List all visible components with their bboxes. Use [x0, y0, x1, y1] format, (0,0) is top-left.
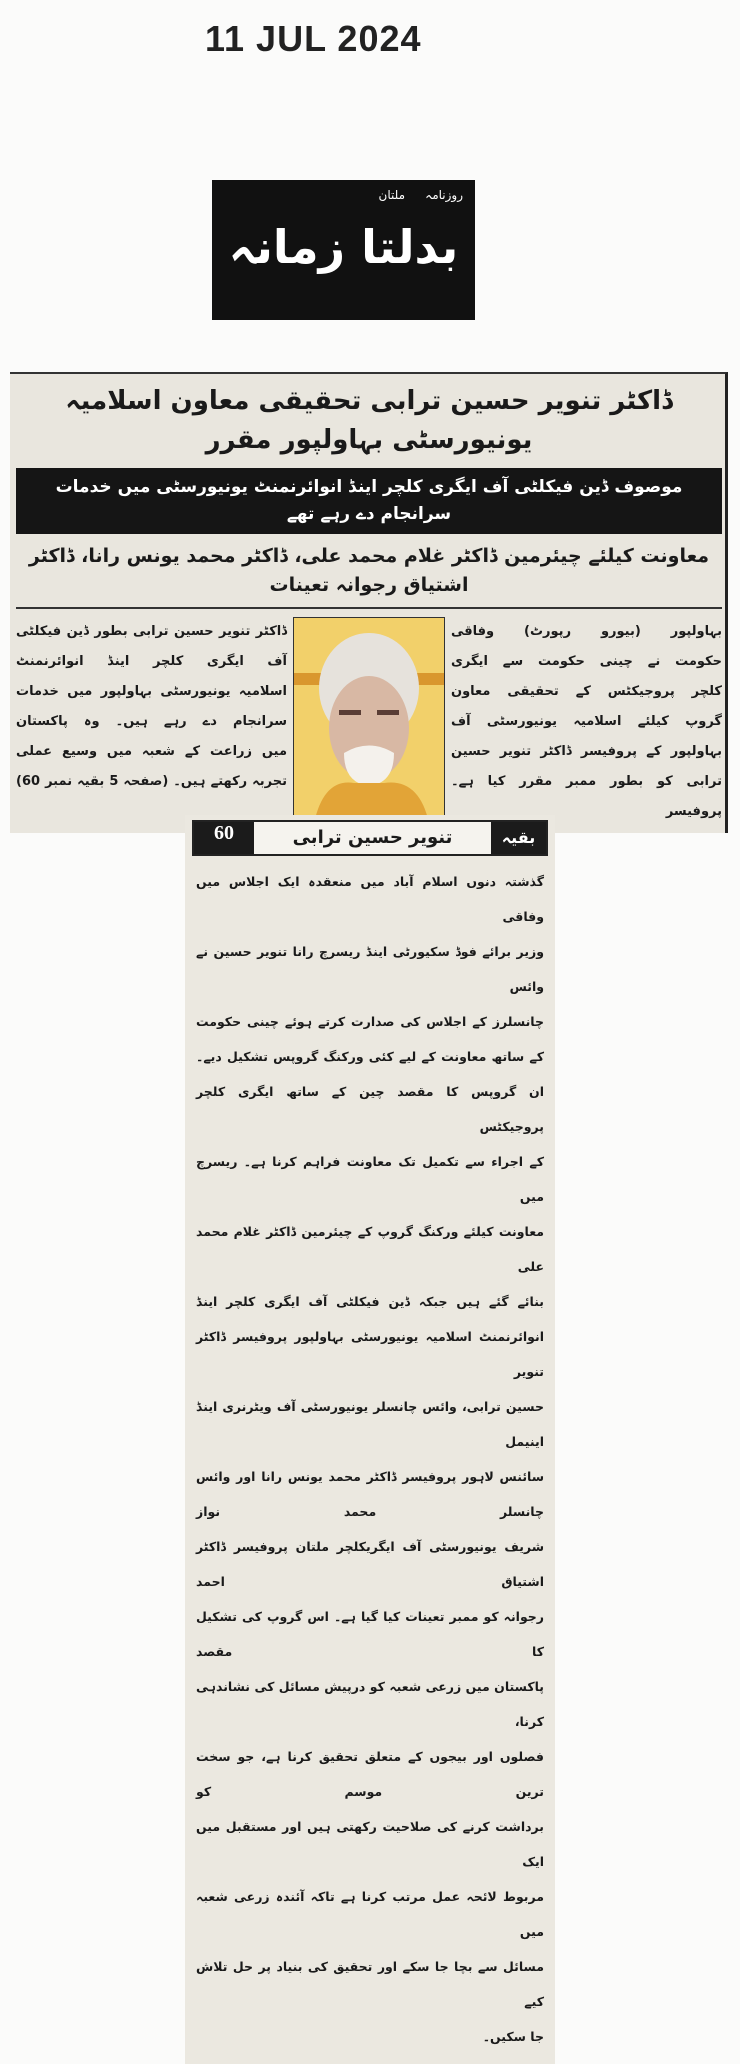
text-line: مسائل سے بچا جا سکے اور تحقیق کی بنیاد پر حل تلاش کیے [196, 1959, 544, 2009]
headline: ڈاکٹر تنویر حسین ترابی تحقیقی معاون اسلامیہ یونیورسٹی بہاولپور مقرر [65, 386, 673, 455]
continuation-box [185, 815, 555, 2064]
text-line: آف ایگری کلچر اینڈ انوائرنمنٹ [16, 654, 287, 670]
text-line: کے اجراء سے تکمیل تک معاونت فراہم کرنا ہے۔ ریسرچ میں [196, 1154, 544, 1204]
text-line: کے ساتھ معاونت کے لیے کئی ورکنگ گروپس تشکیل دیے۔ [196, 1049, 544, 1064]
text-line: برداشت کرنے کی صلاحیت رکھتی ہیں اور مستقبل میں ایک [196, 1819, 544, 1869]
text-line: فصلوں اور بیجوں کے متعلق تحقیق کرنا ہے، جو سخت ترین موسم کو [196, 1749, 544, 1799]
masthead-prefix: روزنامہ [425, 188, 463, 202]
continuation-header [192, 820, 548, 856]
text-line: انوائرنمنٹ اسلامیہ یونیورسٹی بہاولپور پروفیسر ڈاکٹر تنویر [196, 1329, 544, 1379]
article-box [10, 372, 728, 833]
masthead-city: ملتان [378, 188, 405, 202]
text-line: میں زراعت کے شعبہ میں وسیع عملی [16, 744, 287, 760]
right-column [451, 617, 722, 827]
continuation-tag: بقیہ [491, 822, 546, 854]
text-line: اسلامیہ یونیورسٹی بہاولپور میں خدمات [16, 684, 287, 700]
subheadline: معاونت کیلئے چیئرمین ڈاکٹر غلام محمد علی، ڈاکٹر محمد یونس رانا، ڈاکٹر اشتیاق رجوانہ تعینات [16, 534, 722, 609]
masthead-name: بدلتا زمانہ [228, 220, 459, 274]
text-line: شریف یونیورسٹی آف ایگریکلچر ملتان پروفیسر ڈاکٹر اشتیاق احمد [196, 1539, 544, 1589]
newspaper-masthead [212, 180, 475, 320]
text-line: ان گروپس کا مقصد چین کے ساتھ ایگری کلچر پروجیکٹس [196, 1084, 544, 1134]
text-line: سائنس لاہور پروفیسر ڈاکٹر محمد یونس رانا اور وائس چانسلر محمد نواز [196, 1469, 544, 1519]
text-line: گروپ کیلئے اسلامیہ یونیورسٹی آف [451, 714, 722, 730]
text-line: تجربہ رکھتے ہیں۔ (صفحہ 5 بقیہ نمبر 60) [16, 774, 288, 790]
article-columns [16, 617, 722, 827]
text-line: ترابی کو بطور ممبر مقرر کیا ہے۔ پروفیسر [451, 774, 722, 820]
text-line: مربوط لائحہ عمل مرتب کرنا ہے تاکہ آئندہ زرعی شعبہ میں [196, 1889, 544, 1939]
text-line: وزیر برائے فوڈ سکیورٹی اینڈ ریسرچ رانا تنویر حسین نے وائس [196, 944, 544, 994]
date-stamp: 11 JUL 2024 [205, 18, 422, 59]
text-line: حسین ترابی، وائس چانسلر یونیورسٹی آف ویٹرنری اینڈ اینیمل [196, 1399, 544, 1449]
text-line: جا سکیں۔ [482, 2029, 544, 2044]
text-line: معاونت کیلئے ورکنگ گروپ کے چیئرمین ڈاکٹر غلام محمد علی [196, 1224, 544, 1274]
text-line: گذشتہ دنوں اسلام آباد میں منعقدہ ایک اجلاس میں وفاقی [196, 874, 544, 924]
continuation-body [192, 864, 548, 2054]
text-line: سرانجام دے رہے ہیں۔ وہ پاکستان [16, 714, 287, 730]
text-line: پاکستان میں زرعی شعبہ کو درپیش مسائل کی نشاندہی کرنا، [196, 1679, 544, 1729]
text-line: بہاولپور کے پروفیسر ڈاکٹر تنویر حسین [451, 744, 722, 760]
left-column [16, 617, 287, 797]
text-line: رجوانہ کو ممبر تعینات کیا گیا ہے۔ اس گروپ کی تشکیل کا مقصد [196, 1609, 544, 1659]
text-line: چانسلرز کے اجلاس کی صدارت کرتے ہوئے چینی حکومت [196, 1014, 544, 1029]
continuation-title: تنویر حسین ترابی [292, 827, 453, 848]
text-line: کلچر پروجیکٹس کے تحقیقی معاون [451, 684, 722, 700]
text-line: بنائے گئے ہیں جبکہ ڈین فیکلٹی آف ایگری کلچر اینڈ [196, 1294, 544, 1309]
portrait-photo [293, 617, 445, 824]
text-line: بہاولپور (بیورو رپورٹ) وفاقی [451, 624, 722, 640]
text-line: ڈاکٹر تنویر حسین ترابی بطور ڈین فیکلٹی [16, 624, 287, 640]
highlight-bar: موصوف ڈین فیکلٹی آف ایگری کلچر اینڈ انوائرنمنٹ یونیورسٹی میں خدمات سرانجام دے رہے تھے [16, 468, 722, 534]
continuation-number: 60 [194, 822, 254, 854]
text-line: حکومت نے چینی حکومت سے ایگری [451, 654, 722, 670]
